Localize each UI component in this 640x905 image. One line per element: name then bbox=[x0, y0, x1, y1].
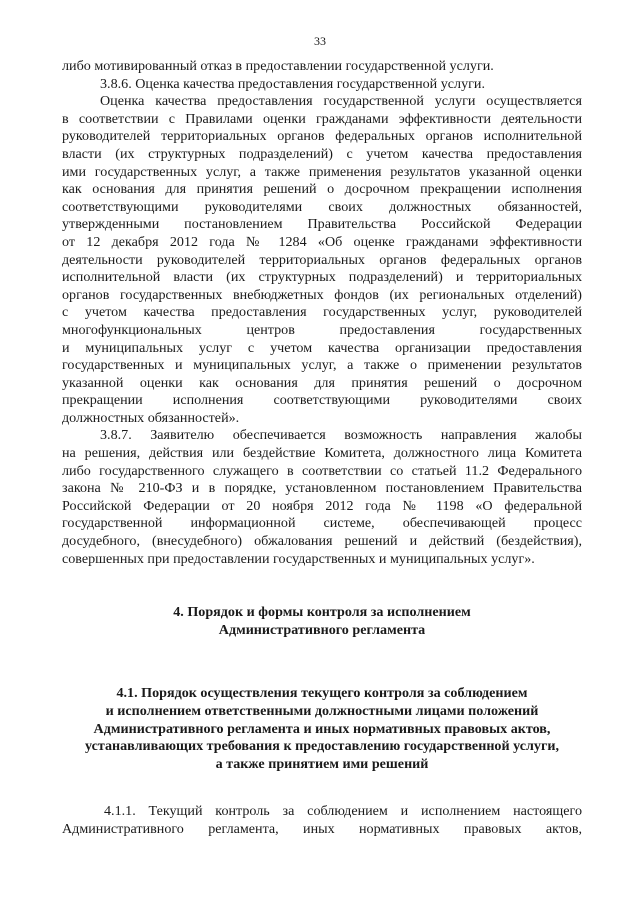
section-3-8-text bbox=[62, 58, 582, 568]
heading-line: устанавливающих требования к предоставлению государственной услуги, bbox=[85, 738, 559, 755]
text-line: либо мотивированный отказ в предоставлении государственной услуги. bbox=[62, 58, 494, 74]
heading-line: Административного регламента bbox=[218, 621, 426, 638]
text-line: ими государственных услуг, а также применения результатов указанной оценки bbox=[62, 163, 582, 180]
heading-line: а также принятием ими решений bbox=[215, 755, 429, 772]
text-line: от 12 декабря 2012 года № 1284 «Об оценке гражданами эффективности bbox=[62, 233, 582, 250]
text-line: и муниципальных услуг с учетом качества организации предоставления bbox=[62, 339, 582, 356]
text-line: либо государственного служащего в соответствии со статьей 11.2 Федерального bbox=[62, 462, 582, 479]
text-line: утвержденными постановлением Правительства Российской Федерации bbox=[62, 216, 582, 233]
text-line: Российской Федерации от 20 ноября 2012 года № 1198 «О федеральной bbox=[62, 497, 582, 514]
text-line: указанной оценки как основания для принятия решений о досрочном bbox=[62, 374, 582, 391]
text-line: как основания для принятия решений о досрочном прекращении исполнения bbox=[62, 181, 582, 198]
section-4-1-heading bbox=[62, 685, 582, 773]
text-line: Административного регламента, иных нормативных правовых актов, bbox=[62, 820, 582, 837]
text-line: 4.1.1. Текущий контроль за соблюдением и исполнением настоящего bbox=[104, 803, 582, 820]
heading-line: и исполнением ответственными должностными лицами положений bbox=[105, 703, 539, 719]
text-line: с учетом качества предоставления государственных услуг, руководителей bbox=[62, 304, 582, 321]
text-line: власти (их структурных подразделений) с учетом качества предоставления bbox=[62, 145, 582, 162]
text-line: 3.8.6. Оценка качества предоставления государственной услуги. bbox=[100, 75, 485, 92]
text-line: государственной информационной системе, обеспечивающей процесс bbox=[62, 515, 582, 532]
text-line: руководителей территориальных органов федеральных органов исполнительной bbox=[62, 128, 582, 145]
text-line: должностных обязанностей». bbox=[62, 409, 240, 426]
text-line: совершенных при предоставлении государственных и муниципальных услуг». bbox=[62, 550, 535, 567]
text-line: соответствующими руководителями своих должностных обязанностей, bbox=[62, 198, 582, 215]
section-4-1-1-text bbox=[62, 803, 582, 838]
section-4-heading bbox=[62, 604, 582, 639]
text-line: закона № 210-ФЗ и в порядке, установленном постановлением Правительства bbox=[62, 480, 582, 497]
text-line: органов государственных внебюджетных фондов (их региональных отделений) bbox=[62, 286, 582, 303]
text-line: государственных и муниципальных услуг, а также о применении результатов bbox=[62, 357, 582, 374]
text-line: в соответствии с Правилами оценки гражданами эффективности деятельности bbox=[62, 110, 582, 127]
text-line: на решения, действия или бездействие Комитета, должностного лица Комитета bbox=[62, 445, 582, 462]
text-line: прекращении исполнения соответствующими руководителями своих bbox=[62, 392, 582, 409]
heading-line: 4.1. Порядок осуществления текущего контроля за соблюдением bbox=[116, 685, 528, 702]
text-line: деятельности руководителей территориальных органов федеральных органов bbox=[62, 251, 582, 268]
text-line: досудебного, (внесудебного) обжалования решений и действий (бездействия), bbox=[62, 533, 582, 550]
document-body bbox=[62, 58, 582, 839]
heading-line: Административного регламента и иных нормативных правовых актов, bbox=[93, 720, 551, 737]
text-line: исполнительной власти (их структурных подразделений) и территориальных bbox=[62, 269, 582, 286]
heading-line: 4. Порядок и формы контроля за исполнением bbox=[173, 604, 471, 621]
page-number: 33 bbox=[314, 34, 326, 48]
text-line: Оценка качества предоставления государственной услуги осуществляется bbox=[100, 93, 582, 110]
text-line: 3.8.7. Заявителю обеспечивается возможность направления жалобы bbox=[100, 427, 582, 444]
text-line: многофункциональных центров предоставления государственных bbox=[62, 321, 582, 338]
